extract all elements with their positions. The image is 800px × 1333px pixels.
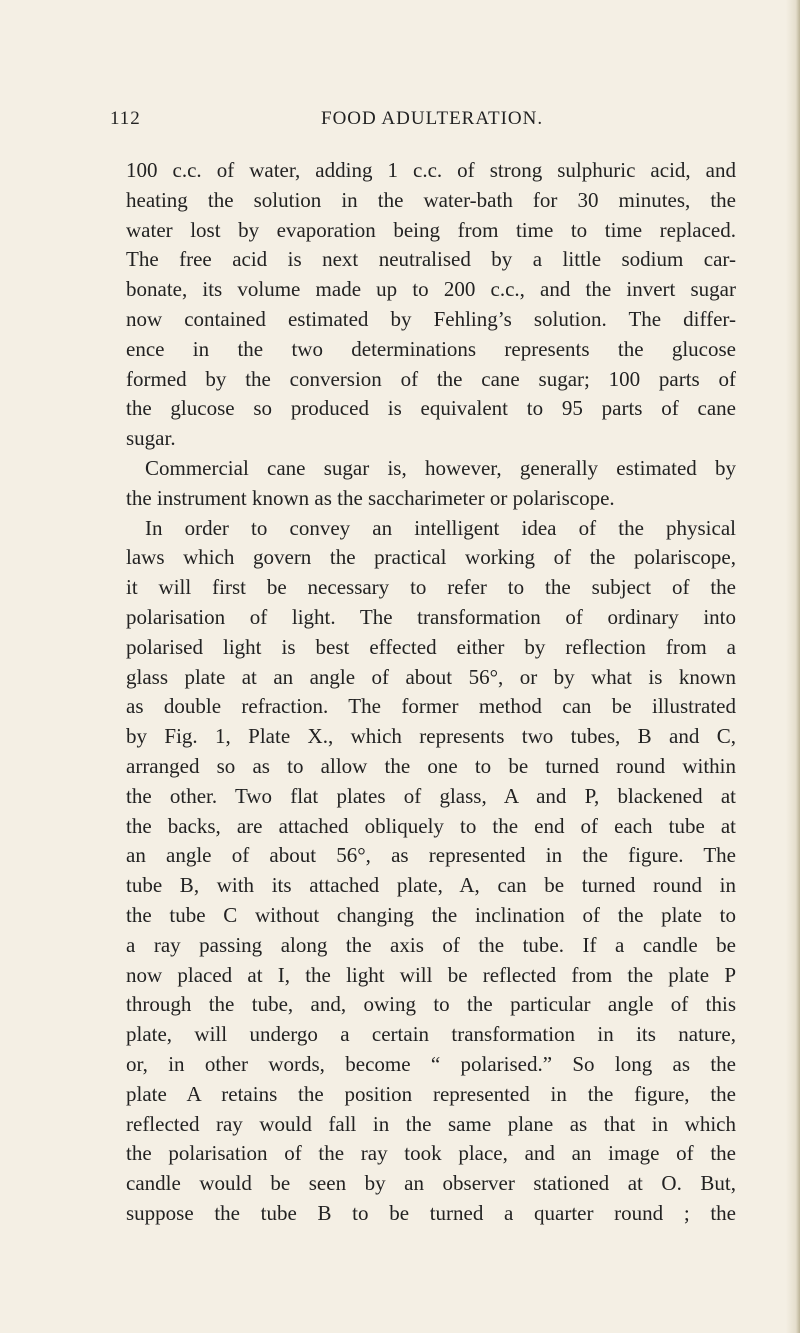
text-line: Commercial cane sugar is, however, generally estimated by [145, 455, 736, 480]
text-line: In order to convey an intelligent idea of the physical [145, 515, 736, 540]
text-line: arranged so as to allow the one to be turned round within [126, 753, 736, 778]
text-line: a ray passing along the axis of the tube. If a candle be [126, 932, 736, 957]
text-line: now contained estimated by Fehling’s solution. The differ- [126, 306, 736, 331]
page-edge-shadow [786, 0, 800, 1333]
text-line: it will first be necessary to refer to the subject of the [126, 575, 736, 600]
text-line: polarisation of light. The transformation of ordinary into [126, 604, 736, 629]
text-line: glass plate at an angle of about 56°, or by what is known [126, 664, 736, 689]
text-line: plate, will undergo a certain transformation in its nature, [126, 1022, 736, 1047]
text-line: formed by the conversion of the cane sugar; 100 parts of [126, 366, 736, 391]
text-line: the instrument known as the saccharimeter or polariscope. [126, 485, 615, 510]
text-line: the tube C without changing the inclination of the plate to [126, 902, 736, 927]
text-line: the other. Two flat plates of glass, A and P, blackened at [126, 783, 736, 808]
text-line: reflected ray would fall in the same plane as that in which [126, 1111, 736, 1136]
body-text [126, 156, 736, 1229]
page-number: 112 [110, 108, 141, 129]
text-line: the glucose so produced is equivalent to 95 parts of cane [126, 396, 736, 421]
text-line: polarised light is best effected either by reflection from a [126, 634, 736, 659]
text-line: bonate, its volume made up to 200 c.c., and the invert sugar [126, 277, 736, 302]
text-line: now placed at I, the light will be reflected from the plate P [126, 962, 736, 987]
text-line: suppose the tube B to be turned a quarter round ; the [126, 1200, 736, 1225]
text-line: laws which govern the practical working of the polariscope, [126, 545, 736, 570]
text-line: by Fig. 1, Plate X., which represents two tubes, B and C, [126, 724, 736, 749]
text-line: the backs, are attached obliquely to the end of each tube at [126, 813, 736, 838]
running-header [110, 104, 734, 138]
running-title: FOOD ADULTERATION. [321, 108, 544, 129]
text-line: heating the solution in the water-bath for 30 minutes, the [126, 187, 736, 212]
text-line: sugar. [126, 426, 176, 451]
text-line: as double refraction. The former method can be illustrated [126, 694, 736, 719]
text-line: through the tube, and, owing to the particular angle of this [126, 992, 736, 1017]
text-line: the polarisation of the ray took place, and an image of the [126, 1141, 736, 1166]
text-line: an angle of about 56°, as represented in the figure. The [126, 843, 736, 868]
text-line: plate A retains the position represented in the figure, the [126, 1081, 736, 1106]
text-line: tube B, with its attached plate, A, can be turned round in [126, 873, 736, 898]
text-line: candle would be seen by an observer stationed at O. But, [126, 1171, 736, 1196]
text-line: or, in other words, become “ polarised.” So long as the [126, 1051, 736, 1076]
text-line: The free acid is next neutralised by a little sodium car- [126, 247, 736, 272]
text-line: water lost by evaporation being from time to time replaced. [126, 217, 736, 242]
text-line: ence in the two determinations represents the glucose [126, 336, 736, 361]
text-line: 100 c.c. of water, adding 1 c.c. of strong sulphuric acid, and [126, 158, 736, 182]
